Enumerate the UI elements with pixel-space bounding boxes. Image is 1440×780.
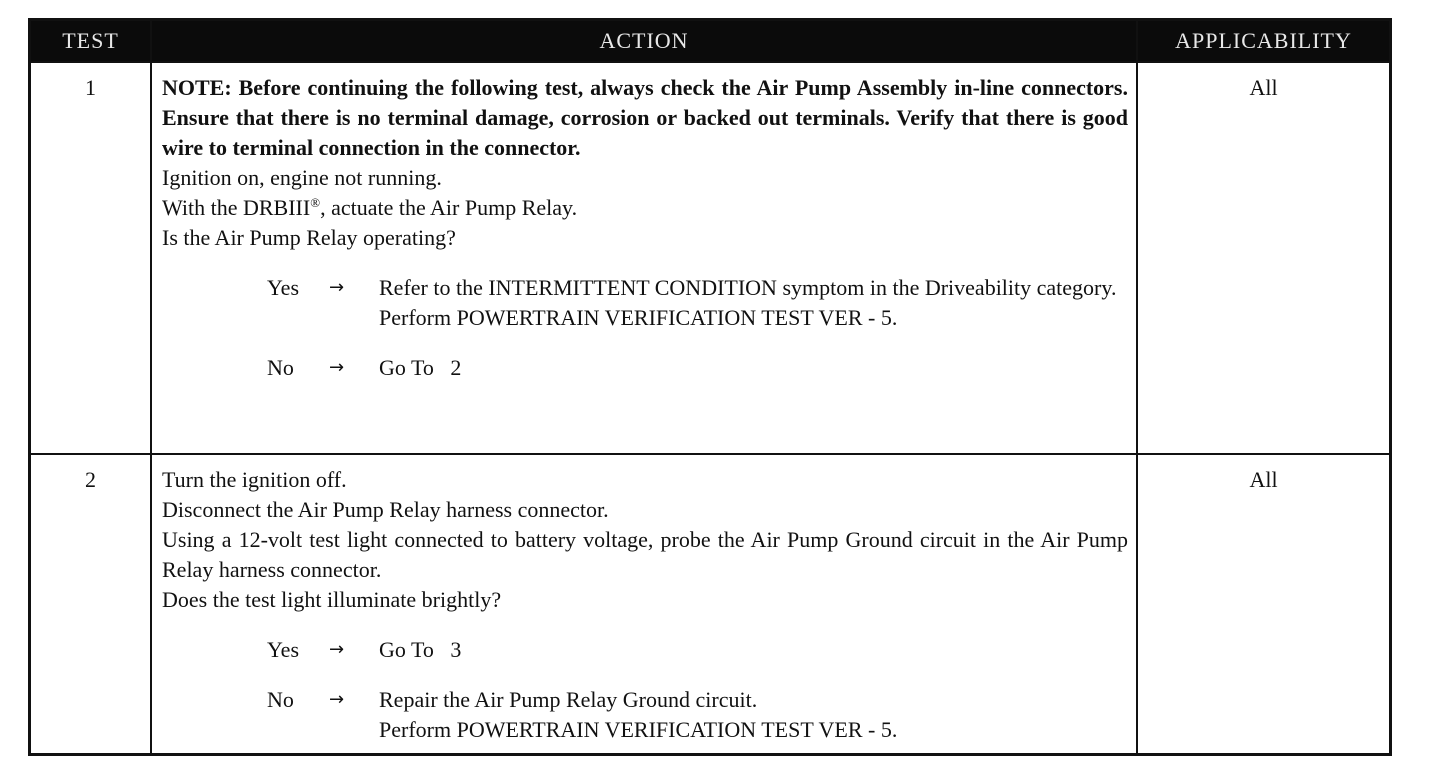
no-text bbox=[379, 353, 1128, 383]
diagnostic-test-table bbox=[28, 18, 1392, 756]
step-text: Does the test light illuminate brightly? bbox=[162, 587, 502, 612]
yes-text bbox=[379, 273, 1128, 333]
right-arrow-icon: → bbox=[329, 639, 345, 660]
step-text bbox=[162, 193, 1128, 223]
right-arrow-icon: → bbox=[329, 277, 345, 298]
registered-mark: ® bbox=[310, 195, 321, 210]
test-number: 2 bbox=[31, 454, 151, 754]
step-text: Ignition on, engine not running. bbox=[162, 165, 442, 190]
right-arrow-icon: → bbox=[329, 357, 345, 378]
step-text: Turn the ignition off. bbox=[162, 467, 347, 492]
header-action: ACTION bbox=[151, 21, 1137, 62]
step-text: Disconnect the Air Pump Relay harness connector. bbox=[162, 497, 609, 522]
branch-line: Perform POWERTRAIN VERIFICATION TEST VER - 5. bbox=[379, 717, 898, 742]
step-text-part: With the DRBIII bbox=[162, 195, 311, 220]
no-branch bbox=[267, 353, 1128, 383]
yes-text bbox=[379, 635, 1128, 665]
action-cell bbox=[151, 62, 1137, 454]
step-text: Is the Air Pump Relay operating? bbox=[162, 225, 456, 250]
step-text: Using a 12-volt test light connected to battery voltage, probe the Air Pump Ground circuit in the Air Pump Relay harness connector. bbox=[162, 527, 1128, 582]
yes-label: Yes bbox=[267, 637, 300, 662]
header-applicability: APPLICABILITY bbox=[1137, 21, 1389, 62]
branch-line: Go To 2 bbox=[379, 355, 462, 380]
no-text bbox=[379, 685, 1128, 745]
branch-line: Perform POWERTRAIN VERIFICATION TEST VER - 5. bbox=[379, 305, 898, 330]
branch-line: Repair the Air Pump Relay Ground circuit. bbox=[379, 687, 758, 712]
yes-branch bbox=[267, 273, 1128, 333]
applicability-value: All bbox=[1137, 62, 1389, 454]
header-row bbox=[31, 21, 1389, 62]
right-arrow-icon: → bbox=[329, 689, 345, 710]
no-label: No bbox=[267, 687, 294, 712]
yes-branch bbox=[267, 635, 1128, 665]
step-text-part: , actuate the Air Pump Relay. bbox=[320, 195, 578, 220]
no-label: No bbox=[267, 355, 294, 380]
test-table bbox=[31, 21, 1389, 754]
applicability-value: All bbox=[1137, 454, 1389, 754]
note-text: NOTE: Before continuing the following test, always check the Air Pump Assembly in-line connectors. Ensure that there is no terminal damage, corrosion or backed out terminals. Verify that there is good wire to terminal connection in the connector. bbox=[162, 75, 1128, 160]
yes-label: Yes bbox=[267, 275, 300, 300]
table-row bbox=[31, 454, 1389, 754]
test-number: 1 bbox=[31, 62, 151, 454]
branch-line: Refer to the INTERMITTENT CONDITION symptom in the Driveability category. bbox=[379, 275, 1117, 300]
table-row bbox=[31, 62, 1389, 454]
no-branch bbox=[267, 685, 1128, 745]
action-cell bbox=[151, 454, 1137, 754]
header-test: TEST bbox=[31, 21, 151, 62]
branch-line: Go To 3 bbox=[379, 637, 462, 662]
